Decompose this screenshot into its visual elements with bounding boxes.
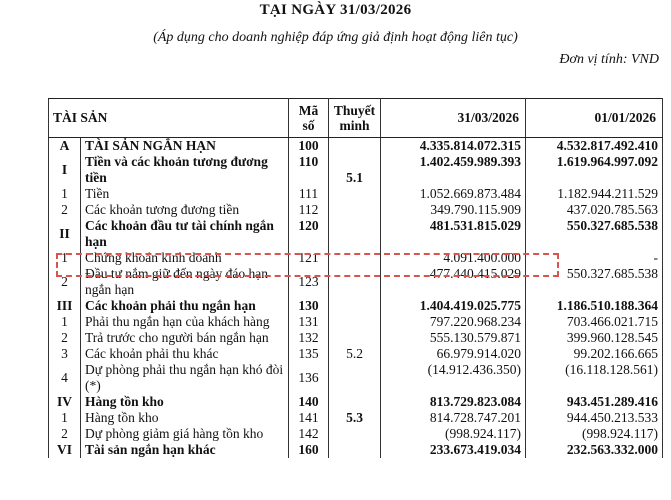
row-previous: 1.186.510.188.364 [526, 298, 663, 314]
table-row [49, 394, 663, 410]
row-name: Các khoản phải thu khác [81, 346, 289, 362]
row-name: Tài sản ngắn hạn khác [81, 442, 289, 458]
row-code: 136 [289, 362, 329, 394]
table-row [49, 410, 663, 426]
row-note [329, 394, 381, 410]
row-note [329, 330, 381, 346]
row-current: 555.130.579.871 [381, 330, 526, 346]
row-code: 112 [289, 202, 329, 218]
header-date-previous: 01/01/2026 [526, 99, 663, 138]
report-subtitle: (Áp dụng cho doanh nghiệp đáp ứng giả định hoạt động liên tục) [153, 30, 518, 45]
row-code: 141 [289, 410, 329, 426]
header-note-line2: minh [339, 118, 370, 133]
row-name: Phải thu ngắn hạn của khách hàng [81, 314, 289, 330]
row-code: 140 [289, 394, 329, 410]
row-note [329, 266, 381, 298]
balance-sheet-table [48, 98, 663, 458]
row-code: 135 [289, 346, 329, 362]
row-name: Các khoản phải thu ngắn hạn [81, 298, 289, 314]
row-current: 477.440.415.029 [381, 266, 526, 298]
table-row [49, 154, 663, 186]
row-index: 2 [49, 202, 81, 218]
table-row [49, 138, 663, 155]
row-index: 2 [49, 266, 81, 298]
row-note [329, 186, 381, 202]
row-code: 111 [289, 186, 329, 202]
row-note [329, 362, 381, 394]
row-index: 1 [49, 250, 81, 266]
row-name: Dự phòng phải thu ngắn hạn khó đòi (*) [81, 362, 289, 394]
table-row [49, 314, 663, 330]
row-note [329, 442, 381, 458]
table-row [49, 202, 663, 218]
header-code-line2: số [302, 118, 315, 133]
row-code: 110 [289, 154, 329, 186]
table-row [49, 426, 663, 442]
row-previous: 232.563.332.000 [526, 442, 663, 458]
row-name: Các khoản tương đương tiền [81, 202, 289, 218]
row-previous: 943.451.289.416 [526, 394, 663, 410]
row-index: 2 [49, 426, 81, 442]
table-header-row [49, 99, 663, 138]
row-index: 1 [49, 314, 81, 330]
row-previous: - [526, 250, 663, 266]
row-note [329, 202, 381, 218]
row-code: 160 [289, 442, 329, 458]
table-row [49, 218, 663, 250]
row-name: Đầu tư nắm giữ đến ngày đáo hạn ngắn hạn [81, 266, 289, 298]
row-index: 2 [49, 330, 81, 346]
row-current: 1.052.669.873.484 [381, 186, 526, 202]
report-title: TẠI NGÀY 31/03/2026 [259, 2, 412, 18]
table-row [49, 266, 663, 298]
header-note [329, 99, 381, 138]
row-previous: 4.532.817.492.410 [526, 138, 663, 155]
row-current: 813.729.823.084 [381, 394, 526, 410]
row-code: 132 [289, 330, 329, 346]
row-current: (14.912.436.350) [381, 362, 526, 394]
row-code: 130 [289, 298, 329, 314]
row-current: (998.924.117) [381, 426, 526, 442]
row-index: IV [49, 394, 81, 410]
row-previous: 437.020.785.563 [526, 202, 663, 218]
row-code: 120 [289, 218, 329, 250]
row-index: 4 [49, 362, 81, 394]
header-code [289, 99, 329, 138]
row-code: 142 [289, 426, 329, 442]
row-note: 5.1 [329, 154, 381, 186]
row-current: 4.091.400.000 [381, 250, 526, 266]
row-code: 121 [289, 250, 329, 266]
table-row [49, 298, 663, 314]
row-index: A [49, 138, 81, 155]
row-note: 5.3 [329, 410, 381, 426]
header-date-current: 31/03/2026 [381, 99, 526, 138]
row-index: I [49, 154, 81, 186]
row-name: Tiền và các khoản tương đương tiền [81, 154, 289, 186]
row-current: 797.220.968.234 [381, 314, 526, 330]
row-name: Các khoản đầu tư tài chính ngắn hạn [81, 218, 289, 250]
row-name: Trả trước cho người bán ngắn hạn [81, 330, 289, 346]
row-index: 3 [49, 346, 81, 362]
row-name: TÀI SẢN NGẮN HẠN [81, 138, 289, 155]
row-current: 66.979.914.020 [381, 346, 526, 362]
row-previous: 550.327.685.538 [526, 218, 663, 250]
table-row [49, 362, 663, 394]
row-name: Chứng khoán kinh doanh [81, 250, 289, 266]
row-name: Tiền [81, 186, 289, 202]
table-row [49, 330, 663, 346]
row-index: 1 [49, 186, 81, 202]
row-current: 4.335.814.072.315 [381, 138, 526, 155]
row-previous: 550.327.685.538 [526, 266, 663, 298]
table-row [49, 250, 663, 266]
row-name: Hàng tồn kho [81, 410, 289, 426]
row-index: III [49, 298, 81, 314]
row-previous: 1.619.964.997.092 [526, 154, 663, 186]
table-body [49, 138, 663, 459]
row-previous: 399.960.128.545 [526, 330, 663, 346]
row-note [329, 298, 381, 314]
row-previous: (998.924.117) [526, 426, 663, 442]
row-index: VI [49, 442, 81, 458]
row-note [329, 426, 381, 442]
row-code: 131 [289, 314, 329, 330]
row-index: 1 [49, 410, 81, 426]
row-current: 814.728.747.201 [381, 410, 526, 426]
row-note [329, 250, 381, 266]
row-current: 233.673.419.034 [381, 442, 526, 458]
row-code: 100 [289, 138, 329, 155]
row-current: 1.404.419.025.775 [381, 298, 526, 314]
row-current: 349.790.115.909 [381, 202, 526, 218]
currency-unit: Đơn vị tính: VND [559, 52, 659, 67]
row-code: 123 [289, 266, 329, 298]
row-name: Dự phòng giảm giá hàng tồn kho [81, 426, 289, 442]
row-note [329, 218, 381, 250]
row-current: 1.402.459.989.393 [381, 154, 526, 186]
row-previous: (16.118.128.561) [526, 362, 663, 394]
row-index: II [49, 218, 81, 250]
row-previous: 944.450.213.533 [526, 410, 663, 426]
header-asset: TÀI SẢN [49, 99, 289, 138]
row-note [329, 314, 381, 330]
row-previous: 1.182.944.211.529 [526, 186, 663, 202]
table-row [49, 186, 663, 202]
row-current: 481.531.815.029 [381, 218, 526, 250]
row-previous: 99.202.166.665 [526, 346, 663, 362]
header-note-line1: Thuyết [333, 103, 376, 118]
table-row [49, 442, 663, 458]
row-name: Hàng tồn kho [81, 394, 289, 410]
header-code-line1: Mã [298, 103, 319, 118]
row-note: 5.2 [329, 346, 381, 362]
table-row [49, 346, 663, 362]
row-previous: 703.466.021.715 [526, 314, 663, 330]
row-note [329, 138, 381, 155]
